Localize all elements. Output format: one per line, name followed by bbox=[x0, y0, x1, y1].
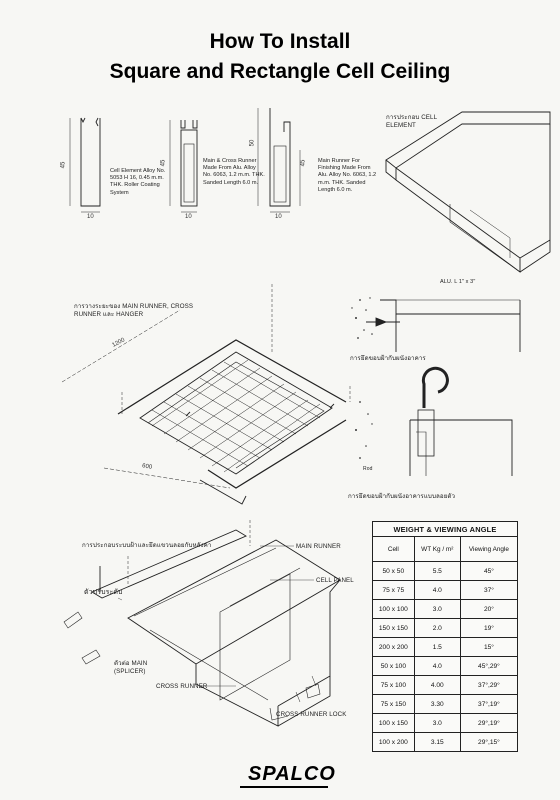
table-cell: 50 x 100 bbox=[373, 657, 415, 676]
profile3-width-dim: 10 bbox=[275, 214, 282, 220]
table-header-weight: WT Kg / m² bbox=[414, 537, 460, 562]
table-cell: 100 x 100 bbox=[373, 600, 415, 619]
profile1-caption: Cell Element Alloy No. 5053 H 16, 0.45 m.m. THK. Roller Coating System bbox=[110, 168, 166, 196]
table-cell: 4.00 bbox=[414, 676, 460, 695]
table-cell: 75 x 100 bbox=[373, 676, 415, 695]
alu-angle-label: ALU. L 1" x 3" bbox=[440, 279, 476, 285]
wall-fix-detail bbox=[351, 297, 520, 352]
table-cell: 5.5 bbox=[414, 562, 460, 581]
table-cell: 75 x 150 bbox=[373, 695, 415, 714]
table-cell: 2.0 bbox=[414, 619, 460, 638]
table-cell: 200 x 200 bbox=[373, 638, 415, 657]
wall-fix-label: การยึดขอบฝ้ากับผนังอาคาร bbox=[350, 355, 426, 362]
table-cell: 75 x 75 bbox=[373, 581, 415, 600]
profile2-caption: Main & Cross Runner Made From Alu. Alloy No. 6063, 1.2 m.m. THK. Sanded Length 6.0 m. bbox=[203, 158, 265, 186]
profile3-height-dim: 50 bbox=[249, 139, 256, 147]
profile1-width-dim: 10 bbox=[87, 214, 94, 220]
page-title-line1: How To Install bbox=[209, 30, 351, 53]
cell-element-isometric bbox=[386, 112, 550, 272]
table-cell: 45°,29° bbox=[460, 657, 517, 676]
runner-install-label: การวางระยะของ MAIN RUNNER, CROSS RUNNER และ HANGER bbox=[74, 303, 194, 318]
table-cell: 3.15 bbox=[414, 733, 460, 752]
table-title: WEIGHT & VIEWING ANGLE bbox=[373, 522, 518, 537]
table-row bbox=[373, 657, 518, 676]
table-cell: 37° bbox=[460, 581, 517, 600]
table-cell: 15° bbox=[460, 638, 517, 657]
table-row bbox=[373, 714, 518, 733]
table-row bbox=[373, 695, 518, 714]
table-cell: 150 x 150 bbox=[373, 619, 415, 638]
table-cell: 19° bbox=[460, 619, 517, 638]
rod-label: Rod bbox=[363, 466, 373, 472]
grid-dim-600: 600 bbox=[141, 463, 153, 471]
fixing-clip-label: ตัวปรับระดับ bbox=[84, 589, 123, 596]
profile2-width-dim: 10 bbox=[185, 214, 192, 220]
spalco-logo: SPALCO bbox=[248, 763, 336, 785]
table-cell: 3.0 bbox=[414, 600, 460, 619]
table-cell: 45° bbox=[460, 562, 517, 581]
table-cell: 100 x 150 bbox=[373, 714, 415, 733]
cell-element-profile bbox=[70, 118, 100, 212]
table-header-angle: Viewing Angle bbox=[460, 537, 517, 562]
main-runner-label: MAIN RUNNER bbox=[296, 543, 341, 550]
table-cell: 3.0 bbox=[414, 714, 460, 733]
logo-underline bbox=[240, 786, 328, 788]
table-cell: 1.5 bbox=[414, 638, 460, 657]
ceiling-install-label: การประกอบระบบฝ้าและยึดแขวนลอยกับหลังคา bbox=[82, 542, 212, 549]
weight-viewing-angle-table bbox=[372, 521, 518, 752]
table-cell: 37°,29° bbox=[460, 676, 517, 695]
cell-panel-label: CELL PANEL bbox=[316, 577, 354, 584]
table-cell: 29°,15° bbox=[460, 733, 517, 752]
cross-runner-lock-label: CROSS RUNNER LOCK bbox=[276, 711, 347, 718]
table-row bbox=[373, 600, 518, 619]
table-cell: 20° bbox=[460, 600, 517, 619]
table-header-cell: Cell bbox=[373, 537, 415, 562]
grid-dim-1200: 1200 bbox=[111, 337, 126, 349]
hanger-hook-detail bbox=[355, 368, 512, 476]
table-row bbox=[373, 676, 518, 695]
ceiling-assembly-isometric bbox=[64, 520, 340, 726]
table-row bbox=[373, 638, 518, 657]
profile1-height-dim: 45 bbox=[60, 161, 67, 169]
profile2-height-dim: 45 bbox=[160, 159, 167, 167]
table-cell: 37°,19° bbox=[460, 695, 517, 714]
table-cell: 100 x 200 bbox=[373, 733, 415, 752]
runner-profile bbox=[170, 120, 197, 212]
table-row bbox=[373, 562, 518, 581]
cross-runner-label: CROSS RUNNER bbox=[156, 683, 208, 690]
splicer-label: ตัวต่อ MAIN (SPLICER) bbox=[114, 660, 148, 675]
profile3-caption: Main Runner For Finishing Made From Alu. Alloy No. 6063, 1.2 m.m. THK. Sanded Length 6.0 m. bbox=[318, 158, 377, 193]
hanger-fix-label: การยึดขอบฝ้ากับผนังอาคารแบบลอยตัว bbox=[348, 493, 456, 500]
table-cell: 3.30 bbox=[414, 695, 460, 714]
table-cell: 29°,19° bbox=[460, 714, 517, 733]
table-row bbox=[373, 619, 518, 638]
page-title-line2: Square and Rectangle Cell Ceiling bbox=[109, 60, 451, 83]
cell-element-label: การประกอบ CELL ELEMENT bbox=[386, 114, 437, 129]
profile3-height-dim2: 45 bbox=[300, 159, 307, 167]
table-cell: 50 x 50 bbox=[373, 562, 415, 581]
table-row bbox=[373, 733, 518, 752]
table-cell: 4.0 bbox=[414, 657, 460, 676]
table-cell: 4.0 bbox=[414, 581, 460, 600]
table-row bbox=[373, 581, 518, 600]
